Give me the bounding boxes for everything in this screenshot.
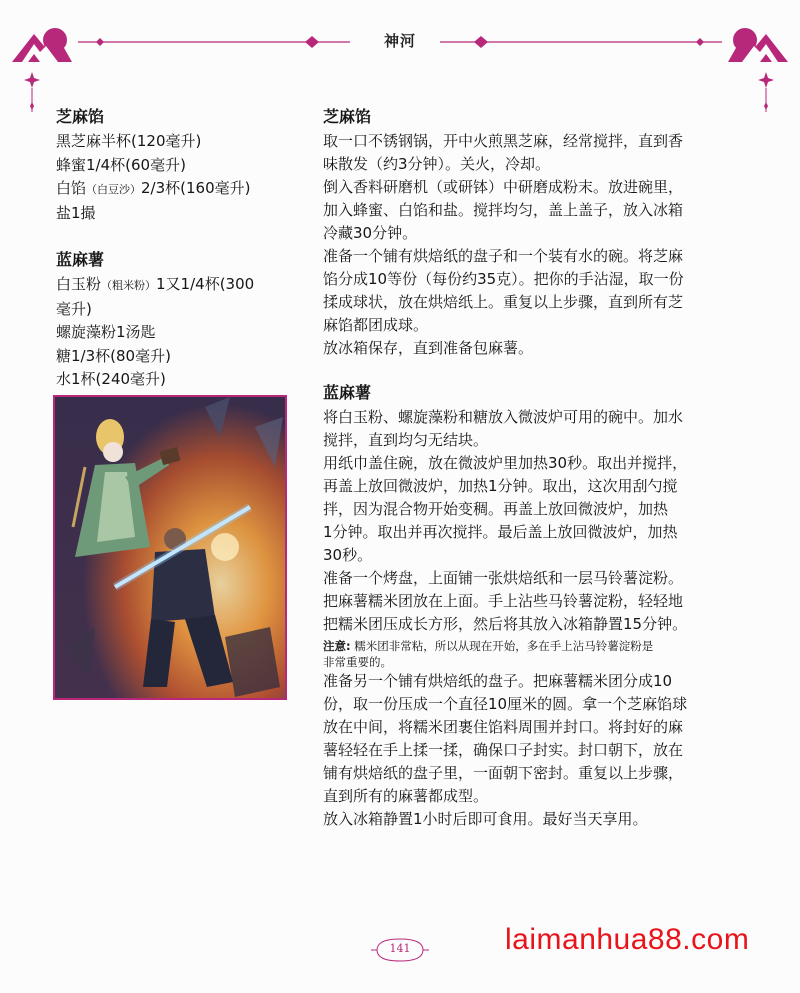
- step-line: 将白玉粉、螺旋藻粉和糖放入微波炉可用的碗中。加水: [323, 408, 684, 426]
- step-line: 加入蜂蜜、白馅和盐。搅拌均匀，盖上盖子，放入冰箱: [323, 201, 684, 219]
- watermark: laimanhua88.com: [505, 923, 750, 956]
- step-line: 拌，因为混合物开始变稠。再盖上放回微波炉，加热: [323, 500, 669, 518]
- filling-steps: [323, 104, 763, 360]
- step-line: 把麻薯糯米团放在上面。手上沾些马铃薯淀粉，轻轻地: [323, 592, 684, 610]
- step-line: 1分钟。取出并再次搅拌。最后盖上放回微波炉，加热: [323, 523, 678, 541]
- page-number-badge: [371, 937, 429, 963]
- step-line: 放入冰箱静置1小时后即可食用。最好当天享用。: [323, 810, 648, 828]
- steps-column: [323, 104, 763, 831]
- sparkle-icon: [24, 72, 774, 88]
- step-line: 放在中间，将糯米团裹住馅料周围并封口。将封好的麻: [323, 718, 684, 736]
- ingredients-column: [56, 104, 291, 415]
- header-ornament: [0, 0, 800, 115]
- step-line: 再盖上放回微波炉，加热1分钟。取出，这次用刮勺搅: [323, 477, 678, 495]
- ingredient-note: （粗米粉）: [101, 279, 157, 292]
- step-line: 份，取一份压成一个直径10厘米的圆。拿一个芝麻馅球: [323, 695, 688, 713]
- dough-ingredients-title: 蓝麻薯: [56, 250, 105, 269]
- step-line: 麻馅都团成球。: [323, 316, 429, 334]
- ingredient-item: 黑芝麻半杯(120毫升): [56, 132, 202, 150]
- step-line: 用纸巾盖住碗，放在微波炉里加热30秒。取出并搅拌，: [323, 454, 688, 472]
- note-text-cont: 非常重要的。: [323, 655, 392, 669]
- dough-steps: [323, 380, 763, 831]
- step-line: 味散发（约3分钟）。关火，冷却。: [323, 155, 551, 173]
- step-line: 铺有烘焙纸的盘子里，一面朝下密封。重复以上步骤，: [323, 764, 684, 782]
- step-line: 冷藏30分钟。: [323, 224, 418, 242]
- ingredient-item: 水1杯(240毫升): [56, 370, 166, 388]
- step-line: 直到所有的麻薯都成型。: [323, 787, 489, 805]
- step-line: 倒入香料研磨机（或研钵）中研磨成粉末。放进碗里，: [323, 178, 684, 196]
- step-line: 准备一个铺有烘焙纸的盘子和一个装有水的碗。将芝麻: [323, 247, 684, 265]
- filling-ingredients-title: 芝麻馅: [56, 107, 105, 126]
- ingredient-main: 白馅: [56, 179, 87, 197]
- ingredient-item: 毫升): [56, 299, 92, 318]
- step-line: 取一口不锈钢锅，开中火煎黑芝麻，经常搅拌，直到香: [323, 132, 684, 150]
- note-text: 糯米团非常粘，所以从现在开始，多在手上沾马铃薯淀粉是: [350, 639, 654, 653]
- header-title: 神河: [383, 32, 416, 50]
- filling-ingredients: [56, 104, 291, 225]
- fantasy-duel-art: [55, 397, 285, 698]
- ingredient-item: 螺旋藻粉1汤匙: [56, 323, 156, 341]
- filling-steps-title: 芝麻馅: [323, 107, 372, 126]
- dough-steps-title: 蓝麻薯: [323, 383, 372, 402]
- ingredient-item: 蜂蜜1/4杯(60毫升): [56, 155, 186, 174]
- ingredient-item: [56, 273, 291, 298]
- page-number: 141: [389, 942, 411, 955]
- ingredient-note: （白豆沙）: [86, 183, 142, 196]
- step-line: 馅分成10等份（每份约35克）。把你的手沾湿，取一份: [323, 270, 684, 288]
- step-line: 把糯米团压成长方形，然后将其放入冰箱静置15分钟。: [323, 615, 688, 633]
- ingredient-item: [56, 177, 291, 202]
- ingredient-item: 糖1/3杯(80毫升): [56, 346, 171, 365]
- step-line: 揉成球状，放在烘焙纸上。重复以上步骤，直到所有芝: [323, 293, 684, 311]
- dough-ingredients: [56, 247, 291, 415]
- step-line: 准备另一个铺有烘焙纸的盘子。把麻薯糯米团分成10: [323, 672, 673, 690]
- ingredient-amount: 2/3杯(160毫升): [141, 179, 251, 197]
- page-header: [0, 0, 800, 115]
- note-paragraph: [323, 638, 763, 670]
- step-line: 准备一个烤盘，上面铺一张烘焙纸和一层马铃薯淀粉。: [323, 569, 684, 587]
- ingredient-amount: 1又1/4杯(300: [156, 275, 255, 293]
- step-line: 搅拌，直到均匀无结块。: [323, 431, 489, 449]
- note-label: 注意:: [323, 639, 351, 653]
- illustration-image: [53, 395, 287, 700]
- step-line: 薯轻轻在手上揉一揉，确保口子封实。封口朝下，放在: [323, 741, 684, 759]
- step-line: 30秒。: [323, 546, 373, 564]
- step-line: 放冰箱保存，直到准备包麻薯。: [323, 339, 534, 357]
- ingredient-item: 盐1撮: [56, 203, 96, 222]
- ingredient-main: 白玉粉: [56, 275, 102, 293]
